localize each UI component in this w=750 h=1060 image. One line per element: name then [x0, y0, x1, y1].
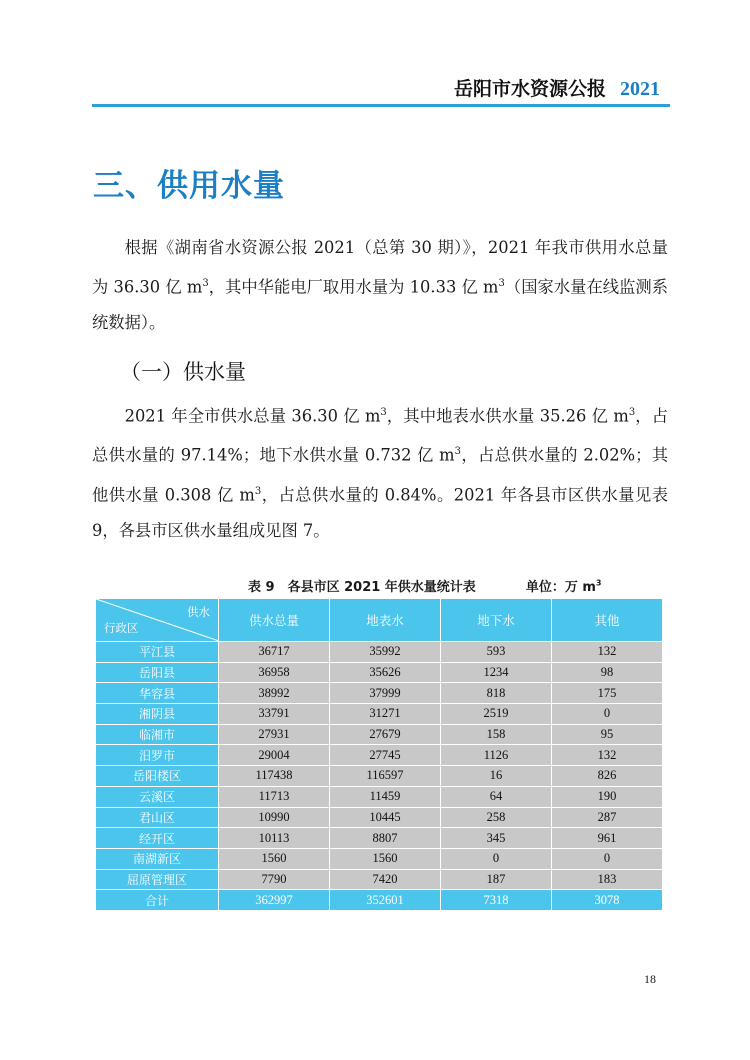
table-cell: 7420	[330, 869, 441, 890]
table-cell: 1560	[330, 848, 441, 869]
table-cell: 27679	[330, 724, 441, 745]
corner-label-district: 行政区	[104, 621, 139, 635]
row-label: 华容县	[96, 683, 219, 704]
table-cell: 0	[552, 704, 663, 725]
row-label: 屈原管理区	[96, 869, 219, 890]
table-cell: 35626	[330, 662, 441, 683]
table-cell: 117438	[219, 766, 330, 787]
table-cell: 27931	[219, 724, 330, 745]
row-label: 经开区	[96, 828, 219, 849]
running-header	[454, 74, 660, 101]
corner-label-supply: 供水	[187, 605, 210, 619]
column-header: 供水总量	[219, 599, 330, 642]
table-unit-text: 单位：万 m	[525, 580, 596, 595]
table-cell: 287	[552, 807, 663, 828]
table-cell: 158	[441, 724, 552, 745]
row-label: 湘阴县	[96, 704, 219, 725]
table-cell: 2519	[441, 704, 552, 725]
table-cell: 3078	[552, 890, 663, 911]
table-cell: 183	[552, 869, 663, 890]
table-cell: 1126	[441, 745, 552, 766]
superscript: 3	[595, 578, 602, 588]
table-cell: 36958	[219, 662, 330, 683]
paragraph-1-text-3: （国家水量在线监测系统数据）。	[92, 277, 669, 333]
table-cell: 16	[441, 766, 552, 787]
table-cell: 11459	[330, 786, 441, 807]
table-row	[96, 786, 663, 807]
table-cell: 35992	[330, 642, 441, 663]
row-label: 合计	[96, 890, 219, 911]
row-label: 君山区	[96, 807, 219, 828]
superscript: 3	[454, 446, 461, 458]
table-cell: 11713	[219, 786, 330, 807]
header-title: 岳阳市水资源公报	[453, 78, 606, 100]
water-supply-table	[95, 598, 663, 911]
table-cell: 362997	[219, 890, 330, 911]
row-label: 岳阳县	[96, 662, 219, 683]
table-row	[96, 807, 663, 828]
table-cell: 95	[552, 724, 663, 745]
table-cell: 27745	[330, 745, 441, 766]
column-header: 其他	[552, 599, 663, 642]
paragraph-1-text-1: 根据《湖南省水资源公报 2021（总第 30 期）》，2021 年我市供用水总量为 36.30 亿 m	[92, 238, 668, 297]
paragraph-2-text-4: ，占总供水量的 2.02%；其他供水量 0.308 亿 m	[92, 445, 668, 505]
table-row	[96, 683, 663, 704]
table-cell: 10990	[219, 807, 330, 828]
table-row	[96, 642, 663, 663]
table-unit	[526, 580, 602, 595]
table-cell: 7318	[441, 890, 552, 911]
table-row	[96, 890, 663, 911]
table-row	[96, 704, 663, 725]
table-cell: 345	[441, 828, 552, 849]
table-cell: 98	[552, 662, 663, 683]
subsection-title: （一）供水量	[120, 360, 246, 384]
header-year: 2021	[620, 78, 660, 100]
table-row	[96, 745, 663, 766]
table-cell: 175	[552, 683, 663, 704]
table-cell: 961	[552, 828, 663, 849]
superscript: 3	[380, 407, 387, 418]
table-caption	[248, 576, 601, 595]
table-row	[96, 828, 663, 849]
paragraph-2-text-1: 2021 年全市供水总量 36.30 亿 m	[124, 406, 381, 426]
table-row	[96, 662, 663, 683]
table-row	[96, 869, 663, 890]
paragraph-1-text-2: ，其中华能电厂取用水量为 10.33 亿 m	[208, 277, 499, 297]
table-cell: 38992	[219, 683, 330, 704]
table-cell: 258	[441, 807, 552, 828]
table-cell: 352601	[330, 890, 441, 911]
table-cell: 593	[441, 642, 552, 663]
table-cell: 132	[552, 642, 663, 663]
table-cell: 0	[552, 848, 663, 869]
table-cell: 7790	[219, 869, 330, 890]
superscript: 3	[628, 407, 636, 418]
paragraph-2-text-3: ，占总供水量的 97.14%；地下水供水量 0.732 亿 m	[92, 406, 668, 465]
table-cell: 29004	[219, 745, 330, 766]
page-number: 18	[644, 972, 656, 986]
table-row	[96, 848, 663, 869]
section-title: 三、供用水量	[93, 168, 285, 204]
column-header: 地下水	[441, 599, 552, 642]
table-cell: 116597	[330, 766, 441, 787]
table-header-row	[96, 599, 663, 642]
table-row	[96, 724, 663, 745]
row-label: 临湘市	[96, 724, 219, 745]
row-label: 云溪区	[96, 786, 219, 807]
paragraph-2	[92, 395, 668, 549]
table-cell: 1560	[219, 848, 330, 869]
superscript: 3	[254, 485, 262, 497]
row-label: 岳阳楼区	[96, 766, 219, 787]
row-label: 南湖新区	[96, 848, 219, 869]
table-cell: 1234	[441, 662, 552, 683]
table-cell: 36717	[219, 642, 330, 663]
table-body	[96, 642, 663, 911]
table-cell: 33791	[219, 704, 330, 725]
table-caption-text: 表 9 各县市区 2021 年供水量统计表	[248, 580, 476, 595]
superscript: 3	[498, 278, 505, 289]
table-cell: 8807	[330, 828, 441, 849]
table-cell: 10445	[330, 807, 441, 828]
row-label: 平江县	[96, 642, 219, 663]
table-cell: 0	[441, 848, 552, 869]
table-cell: 818	[441, 683, 552, 704]
paragraph-2-text-2: ，其中地表水供水量 35.26 亿 m	[386, 406, 629, 426]
row-label: 汨罗市	[96, 745, 219, 766]
table-cell: 826	[552, 766, 663, 787]
superscript: 3	[202, 278, 209, 289]
paragraph-2-text-5: ，占总供水量的 0.84%。2021 年各县市区供水量见表 9，各县市区供水量组成见图 7。	[92, 485, 669, 541]
table-row	[96, 766, 663, 787]
table-cell: 187	[441, 869, 552, 890]
paragraph-1	[92, 230, 668, 341]
table-cell: 10113	[219, 828, 330, 849]
header-rule	[92, 104, 670, 107]
table-cell: 190	[552, 786, 663, 807]
column-header: 地表水	[330, 599, 441, 642]
table-cell: 31271	[330, 704, 441, 725]
table-cell: 64	[441, 786, 552, 807]
table-cell: 37999	[330, 683, 441, 704]
table-cell: 132	[552, 745, 663, 766]
table-corner-cell	[96, 599, 219, 642]
